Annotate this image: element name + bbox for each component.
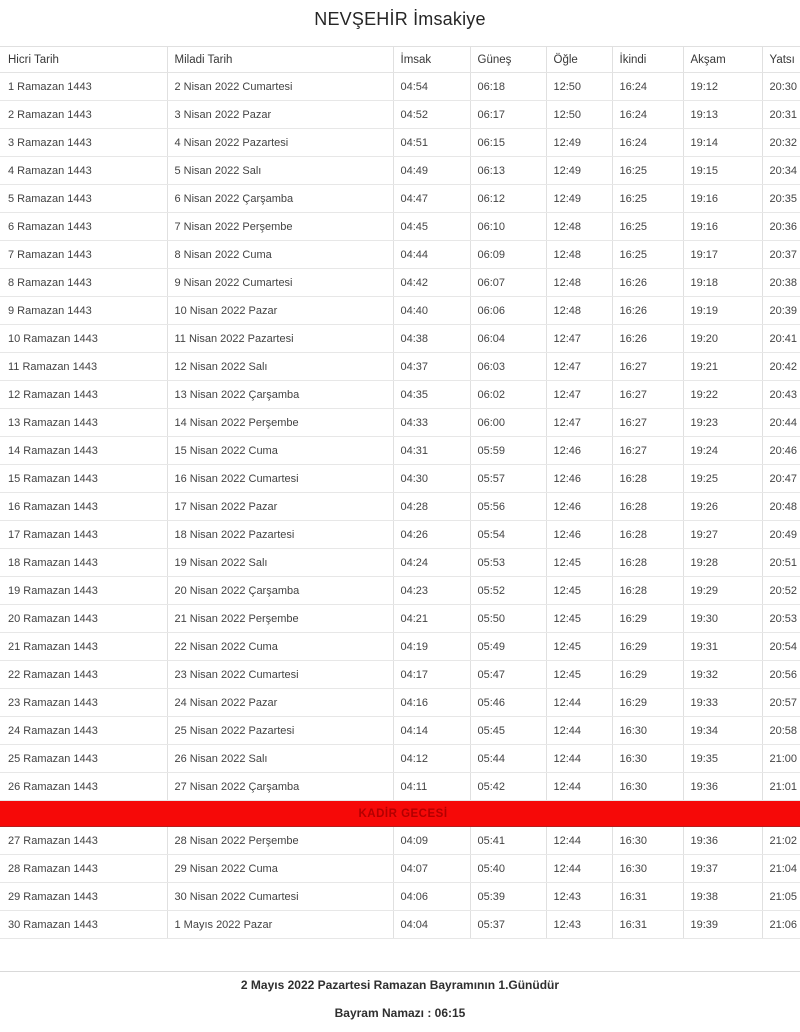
cell-gunes: 05:52 xyxy=(470,577,546,605)
cell-miladi: 7 Nisan 2022 Perşembe xyxy=(167,213,393,241)
table-row xyxy=(0,827,800,855)
cell-ogle: 12:46 xyxy=(546,465,612,493)
cell-aksam: 19:31 xyxy=(683,633,762,661)
cell-aksam: 19:26 xyxy=(683,493,762,521)
cell-hicri: 1 Ramazan 1443 xyxy=(0,73,167,101)
cell-yatsi: 20:51 xyxy=(762,549,800,577)
cell-yatsi: 20:37 xyxy=(762,241,800,269)
cell-miladi: 23 Nisan 2022 Cumartesi xyxy=(167,661,393,689)
cell-imsak: 04:21 xyxy=(393,605,470,633)
kadir-gecesi-banner: KADİR GECESİ xyxy=(0,801,800,827)
cell-ikindi: 16:30 xyxy=(612,773,683,801)
table-row xyxy=(0,101,800,129)
cell-imsak: 04:35 xyxy=(393,381,470,409)
cell-imsak: 04:12 xyxy=(393,745,470,773)
cell-yatsi: 21:02 xyxy=(762,827,800,855)
cell-yatsi: 20:46 xyxy=(762,437,800,465)
cell-aksam: 19:20 xyxy=(683,325,762,353)
table-row xyxy=(0,911,800,939)
bayram-day-note: 2 Mayıs 2022 Pazartesi Ramazan Bayramının 1.Günüdür xyxy=(240,978,560,992)
cell-ogle: 12:50 xyxy=(546,73,612,101)
cell-ogle: 12:44 xyxy=(546,827,612,855)
cell-hicri: 25 Ramazan 1443 xyxy=(0,745,167,773)
cell-aksam: 19:34 xyxy=(683,717,762,745)
cell-ikindi: 16:28 xyxy=(612,521,683,549)
cell-hicri: 3 Ramazan 1443 xyxy=(0,129,167,157)
cell-miladi: 4 Nisan 2022 Pazartesi xyxy=(167,129,393,157)
cell-hicri: 22 Ramazan 1443 xyxy=(0,661,167,689)
cell-aksam: 19:36 xyxy=(683,773,762,801)
cell-miladi: 11 Nisan 2022 Pazartesi xyxy=(167,325,393,353)
cell-miladi: 18 Nisan 2022 Pazartesi xyxy=(167,521,393,549)
cell-aksam: 19:29 xyxy=(683,577,762,605)
cell-aksam: 19:25 xyxy=(683,465,762,493)
cell-yatsi: 20:52 xyxy=(762,577,800,605)
cell-hicri: 11 Ramazan 1443 xyxy=(0,353,167,381)
cell-gunes: 06:13 xyxy=(470,157,546,185)
table-body xyxy=(0,73,800,939)
cell-imsak: 04:33 xyxy=(393,409,470,437)
cell-miladi: 22 Nisan 2022 Cuma xyxy=(167,633,393,661)
footer-divider xyxy=(0,971,800,972)
table-row xyxy=(0,297,800,325)
cell-hicri: 19 Ramazan 1443 xyxy=(0,577,167,605)
cell-imsak: 04:37 xyxy=(393,353,470,381)
cell-aksam: 19:12 xyxy=(683,73,762,101)
cell-yatsi: 20:44 xyxy=(762,409,800,437)
cell-ikindi: 16:26 xyxy=(612,297,683,325)
cell-hicri: 26 Ramazan 1443 xyxy=(0,773,167,801)
cell-aksam: 19:32 xyxy=(683,661,762,689)
table-header xyxy=(0,47,800,73)
cell-ikindi: 16:27 xyxy=(612,353,683,381)
page-title: NEVŞEHİR İmsakiye xyxy=(314,9,486,29)
cell-imsak: 04:14 xyxy=(393,717,470,745)
cell-miladi: 21 Nisan 2022 Perşembe xyxy=(167,605,393,633)
cell-yatsi: 20:43 xyxy=(762,381,800,409)
cell-ogle: 12:45 xyxy=(546,549,612,577)
cell-imsak: 04:51 xyxy=(393,129,470,157)
cell-imsak: 04:38 xyxy=(393,325,470,353)
cell-aksam: 19:24 xyxy=(683,437,762,465)
cell-miladi: 2 Nisan 2022 Cumartesi xyxy=(167,73,393,101)
cell-aksam: 19:38 xyxy=(683,883,762,911)
cell-ogle: 12:44 xyxy=(546,717,612,745)
table-row xyxy=(0,353,800,381)
table-row xyxy=(0,493,800,521)
cell-ogle: 12:47 xyxy=(546,325,612,353)
cell-gunes: 06:09 xyxy=(470,241,546,269)
cell-yatsi: 21:01 xyxy=(762,773,800,801)
table-row xyxy=(0,689,800,717)
cell-miladi: 25 Nisan 2022 Pazartesi xyxy=(167,717,393,745)
cell-ikindi: 16:26 xyxy=(612,269,683,297)
cell-miladi: 8 Nisan 2022 Cuma xyxy=(167,241,393,269)
cell-miladi: 20 Nisan 2022 Çarşamba xyxy=(167,577,393,605)
cell-miladi: 19 Nisan 2022 Salı xyxy=(167,549,393,577)
cell-hicri: 16 Ramazan 1443 xyxy=(0,493,167,521)
cell-gunes: 05:39 xyxy=(470,883,546,911)
header-gunes: Güneş xyxy=(470,47,546,73)
cell-gunes: 06:02 xyxy=(470,381,546,409)
cell-ogle: 12:45 xyxy=(546,605,612,633)
cell-miladi: 16 Nisan 2022 Cumartesi xyxy=(167,465,393,493)
cell-aksam: 19:35 xyxy=(683,745,762,773)
cell-ikindi: 16:28 xyxy=(612,493,683,521)
cell-ogle: 12:47 xyxy=(546,409,612,437)
cell-hicri: 4 Ramazan 1443 xyxy=(0,157,167,185)
table-row xyxy=(0,73,800,101)
cell-ikindi: 16:30 xyxy=(612,827,683,855)
table-row xyxy=(0,745,800,773)
table-row xyxy=(0,773,800,801)
cell-aksam: 19:13 xyxy=(683,101,762,129)
header-aksam: Akşam xyxy=(683,47,762,73)
cell-gunes: 06:18 xyxy=(470,73,546,101)
cell-hicri: 6 Ramazan 1443 xyxy=(0,213,167,241)
cell-ogle: 12:47 xyxy=(546,353,612,381)
cell-yatsi: 20:38 xyxy=(762,269,800,297)
cell-ikindi: 16:27 xyxy=(612,381,683,409)
cell-imsak: 04:11 xyxy=(393,773,470,801)
cell-ikindi: 16:31 xyxy=(612,883,683,911)
cell-yatsi: 20:58 xyxy=(762,717,800,745)
cell-hicri: 9 Ramazan 1443 xyxy=(0,297,167,325)
cell-ogle: 12:44 xyxy=(546,773,612,801)
cell-imsak: 04:16 xyxy=(393,689,470,717)
cell-aksam: 19:23 xyxy=(683,409,762,437)
cell-hicri: 28 Ramazan 1443 xyxy=(0,855,167,883)
cell-ogle: 12:48 xyxy=(546,297,612,325)
table-row xyxy=(0,157,800,185)
cell-miladi: 30 Nisan 2022 Cumartesi xyxy=(167,883,393,911)
table-row xyxy=(0,521,800,549)
cell-yatsi: 20:39 xyxy=(762,297,800,325)
table-row xyxy=(0,633,800,661)
cell-imsak: 04:30 xyxy=(393,465,470,493)
header-miladi-tarih: Miladi Tarih xyxy=(167,47,393,73)
cell-gunes: 05:40 xyxy=(470,855,546,883)
cell-miladi: 13 Nisan 2022 Çarşamba xyxy=(167,381,393,409)
cell-gunes: 06:06 xyxy=(470,297,546,325)
cell-gunes: 05:46 xyxy=(470,689,546,717)
cell-ikindi: 16:27 xyxy=(612,409,683,437)
cell-gunes: 05:59 xyxy=(470,437,546,465)
cell-ogle: 12:48 xyxy=(546,269,612,297)
cell-gunes: 05:53 xyxy=(470,549,546,577)
cell-ikindi: 16:30 xyxy=(612,745,683,773)
cell-miladi: 15 Nisan 2022 Cuma xyxy=(167,437,393,465)
cell-gunes: 05:42 xyxy=(470,773,546,801)
cell-gunes: 06:17 xyxy=(470,101,546,129)
cell-miladi: 27 Nisan 2022 Çarşamba xyxy=(167,773,393,801)
table-row xyxy=(0,855,800,883)
header-row xyxy=(0,47,800,73)
cell-imsak: 04:26 xyxy=(393,521,470,549)
cell-yatsi: 21:04 xyxy=(762,855,800,883)
cell-hicri: 17 Ramazan 1443 xyxy=(0,521,167,549)
cell-ikindi: 16:24 xyxy=(612,101,683,129)
cell-ogle: 12:46 xyxy=(546,493,612,521)
cell-gunes: 05:57 xyxy=(470,465,546,493)
cell-imsak: 04:19 xyxy=(393,633,470,661)
cell-yatsi: 20:30 xyxy=(762,73,800,101)
cell-gunes: 05:56 xyxy=(470,493,546,521)
header-imsak: İmsak xyxy=(393,47,470,73)
cell-yatsi: 20:31 xyxy=(762,101,800,129)
table-row xyxy=(0,381,800,409)
header-ikindi: İkindi xyxy=(612,47,683,73)
cell-yatsi: 20:42 xyxy=(762,353,800,381)
table-row xyxy=(0,269,800,297)
cell-gunes: 05:37 xyxy=(470,911,546,939)
cell-imsak: 04:52 xyxy=(393,101,470,129)
cell-hicri: 2 Ramazan 1443 xyxy=(0,101,167,129)
cell-imsak: 04:45 xyxy=(393,213,470,241)
cell-aksam: 19:16 xyxy=(683,213,762,241)
cell-yatsi: 20:56 xyxy=(762,661,800,689)
cell-imsak: 04:09 xyxy=(393,827,470,855)
cell-yatsi: 20:34 xyxy=(762,157,800,185)
table-row xyxy=(0,605,800,633)
header-hicri-tarih: Hicri Tarih xyxy=(0,47,167,73)
cell-aksam: 19:14 xyxy=(683,129,762,157)
cell-miladi: 24 Nisan 2022 Pazar xyxy=(167,689,393,717)
cell-imsak: 04:40 xyxy=(393,297,470,325)
cell-miladi: 28 Nisan 2022 Perşembe xyxy=(167,827,393,855)
cell-hicri: 21 Ramazan 1443 xyxy=(0,633,167,661)
cell-yatsi: 21:06 xyxy=(762,911,800,939)
cell-yatsi: 20:48 xyxy=(762,493,800,521)
table-row xyxy=(0,661,800,689)
cell-ogle: 12:45 xyxy=(546,633,612,661)
cell-miladi: 17 Nisan 2022 Pazar xyxy=(167,493,393,521)
cell-miladi: 3 Nisan 2022 Pazar xyxy=(167,101,393,129)
cell-ikindi: 16:26 xyxy=(612,325,683,353)
cell-imsak: 04:54 xyxy=(393,73,470,101)
cell-miladi: 1 Mayıs 2022 Pazar xyxy=(167,911,393,939)
kadir-gecesi-banner-row xyxy=(0,801,800,827)
cell-ikindi: 16:28 xyxy=(612,577,683,605)
cell-yatsi: 20:41 xyxy=(762,325,800,353)
table-row xyxy=(0,241,800,269)
table-row xyxy=(0,129,800,157)
table-row xyxy=(0,465,800,493)
cell-ogle: 12:48 xyxy=(546,241,612,269)
cell-aksam: 19:22 xyxy=(683,381,762,409)
cell-yatsi: 20:57 xyxy=(762,689,800,717)
cell-aksam: 19:37 xyxy=(683,855,762,883)
cell-miladi: 29 Nisan 2022 Cuma xyxy=(167,855,393,883)
cell-ikindi: 16:24 xyxy=(612,129,683,157)
cell-miladi: 5 Nisan 2022 Salı xyxy=(167,157,393,185)
cell-yatsi: 20:35 xyxy=(762,185,800,213)
cell-hicri: 30 Ramazan 1443 xyxy=(0,911,167,939)
cell-yatsi: 20:32 xyxy=(762,129,800,157)
table-row xyxy=(0,213,800,241)
cell-ogle: 12:44 xyxy=(546,689,612,717)
cell-miladi: 26 Nisan 2022 Salı xyxy=(167,745,393,773)
cell-ikindi: 16:29 xyxy=(612,661,683,689)
cell-ogle: 12:49 xyxy=(546,129,612,157)
cell-hicri: 14 Ramazan 1443 xyxy=(0,437,167,465)
cell-gunes: 06:07 xyxy=(470,269,546,297)
cell-yatsi: 20:49 xyxy=(762,521,800,549)
cell-gunes: 05:47 xyxy=(470,661,546,689)
cell-ogle: 12:50 xyxy=(546,101,612,129)
cell-imsak: 04:06 xyxy=(393,883,470,911)
cell-ikindi: 16:29 xyxy=(612,689,683,717)
cell-hicri: 18 Ramazan 1443 xyxy=(0,549,167,577)
cell-ikindi: 16:25 xyxy=(612,213,683,241)
cell-ikindi: 16:24 xyxy=(612,73,683,101)
cell-gunes: 05:45 xyxy=(470,717,546,745)
cell-yatsi: 20:47 xyxy=(762,465,800,493)
cell-ogle: 12:44 xyxy=(546,745,612,773)
cell-ogle: 12:45 xyxy=(546,661,612,689)
cell-ikindi: 16:28 xyxy=(612,549,683,577)
table-row xyxy=(0,325,800,353)
cell-imsak: 04:04 xyxy=(393,911,470,939)
table-row xyxy=(0,185,800,213)
cell-yatsi: 21:05 xyxy=(762,883,800,911)
cell-ogle: 12:46 xyxy=(546,521,612,549)
cell-imsak: 04:17 xyxy=(393,661,470,689)
cell-gunes: 06:04 xyxy=(470,325,546,353)
cell-ikindi: 16:29 xyxy=(612,605,683,633)
cell-gunes: 05:50 xyxy=(470,605,546,633)
cell-gunes: 06:03 xyxy=(470,353,546,381)
cell-ikindi: 16:28 xyxy=(612,465,683,493)
cell-hicri: 23 Ramazan 1443 xyxy=(0,689,167,717)
cell-ikindi: 16:25 xyxy=(612,157,683,185)
cell-miladi: 14 Nisan 2022 Perşembe xyxy=(167,409,393,437)
cell-gunes: 05:54 xyxy=(470,521,546,549)
cell-hicri: 8 Ramazan 1443 xyxy=(0,269,167,297)
header-yatsi: Yatsı xyxy=(762,47,800,73)
cell-aksam: 19:16 xyxy=(683,185,762,213)
cell-aksam: 19:15 xyxy=(683,157,762,185)
cell-aksam: 19:39 xyxy=(683,911,762,939)
cell-hicri: 24 Ramazan 1443 xyxy=(0,717,167,745)
cell-aksam: 19:19 xyxy=(683,297,762,325)
cell-imsak: 04:49 xyxy=(393,157,470,185)
cell-imsak: 04:24 xyxy=(393,549,470,577)
cell-ogle: 12:49 xyxy=(546,157,612,185)
cell-aksam: 19:30 xyxy=(683,605,762,633)
cell-gunes: 06:12 xyxy=(470,185,546,213)
cell-imsak: 04:31 xyxy=(393,437,470,465)
cell-gunes: 05:49 xyxy=(470,633,546,661)
cell-gunes: 06:10 xyxy=(470,213,546,241)
table-row xyxy=(0,577,800,605)
cell-ikindi: 16:27 xyxy=(612,437,683,465)
cell-miladi: 9 Nisan 2022 Cumartesi xyxy=(167,269,393,297)
cell-aksam: 19:17 xyxy=(683,241,762,269)
table-row xyxy=(0,883,800,911)
cell-ogle: 12:45 xyxy=(546,577,612,605)
cell-imsak: 04:42 xyxy=(393,269,470,297)
cell-imsak: 04:28 xyxy=(393,493,470,521)
cell-gunes: 05:44 xyxy=(470,745,546,773)
cell-ogle: 12:48 xyxy=(546,213,612,241)
cell-hicri: 12 Ramazan 1443 xyxy=(0,381,167,409)
cell-ogle: 12:43 xyxy=(546,911,612,939)
cell-aksam: 19:36 xyxy=(683,827,762,855)
cell-ogle: 12:46 xyxy=(546,437,612,465)
cell-hicri: 10 Ramazan 1443 xyxy=(0,325,167,353)
cell-imsak: 04:07 xyxy=(393,855,470,883)
cell-hicri: 29 Ramazan 1443 xyxy=(0,883,167,911)
cell-hicri: 13 Ramazan 1443 xyxy=(0,409,167,437)
cell-ikindi: 16:25 xyxy=(612,241,683,269)
cell-miladi: 12 Nisan 2022 Salı xyxy=(167,353,393,381)
cell-miladi: 6 Nisan 2022 Çarşamba xyxy=(167,185,393,213)
cell-imsak: 04:47 xyxy=(393,185,470,213)
cell-ikindi: 16:29 xyxy=(612,633,683,661)
prayer-times-table xyxy=(0,46,800,939)
cell-aksam: 19:33 xyxy=(683,689,762,717)
cell-aksam: 19:18 xyxy=(683,269,762,297)
cell-ogle: 12:47 xyxy=(546,381,612,409)
cell-yatsi: 20:53 xyxy=(762,605,800,633)
table-row xyxy=(0,549,800,577)
cell-aksam: 19:27 xyxy=(683,521,762,549)
table-row xyxy=(0,717,800,745)
cell-ogle: 12:44 xyxy=(546,855,612,883)
cell-yatsi: 21:00 xyxy=(762,745,800,773)
cell-hicri: 20 Ramazan 1443 xyxy=(0,605,167,633)
cell-imsak: 04:23 xyxy=(393,577,470,605)
cell-hicri: 27 Ramazan 1443 xyxy=(0,827,167,855)
table-row xyxy=(0,409,800,437)
cell-imsak: 04:44 xyxy=(393,241,470,269)
cell-ogle: 12:49 xyxy=(546,185,612,213)
cell-hicri: 15 Ramazan 1443 xyxy=(0,465,167,493)
cell-miladi: 10 Nisan 2022 Pazar xyxy=(167,297,393,325)
cell-ikindi: 16:31 xyxy=(612,911,683,939)
bayram-prayer-time: Bayram Namazı : 06:15 xyxy=(334,1006,466,1020)
header-ogle: Öğle xyxy=(546,47,612,73)
cell-gunes: 06:00 xyxy=(470,409,546,437)
cell-ikindi: 16:25 xyxy=(612,185,683,213)
cell-aksam: 19:28 xyxy=(683,549,762,577)
table-row xyxy=(0,437,800,465)
cell-ikindi: 16:30 xyxy=(612,717,683,745)
cell-yatsi: 20:54 xyxy=(762,633,800,661)
cell-yatsi: 20:36 xyxy=(762,213,800,241)
cell-ikindi: 16:30 xyxy=(612,855,683,883)
cell-gunes: 05:41 xyxy=(470,827,546,855)
cell-hicri: 7 Ramazan 1443 xyxy=(0,241,167,269)
cell-gunes: 06:15 xyxy=(470,129,546,157)
cell-hicri: 5 Ramazan 1443 xyxy=(0,185,167,213)
cell-ogle: 12:43 xyxy=(546,883,612,911)
cell-aksam: 19:21 xyxy=(683,353,762,381)
